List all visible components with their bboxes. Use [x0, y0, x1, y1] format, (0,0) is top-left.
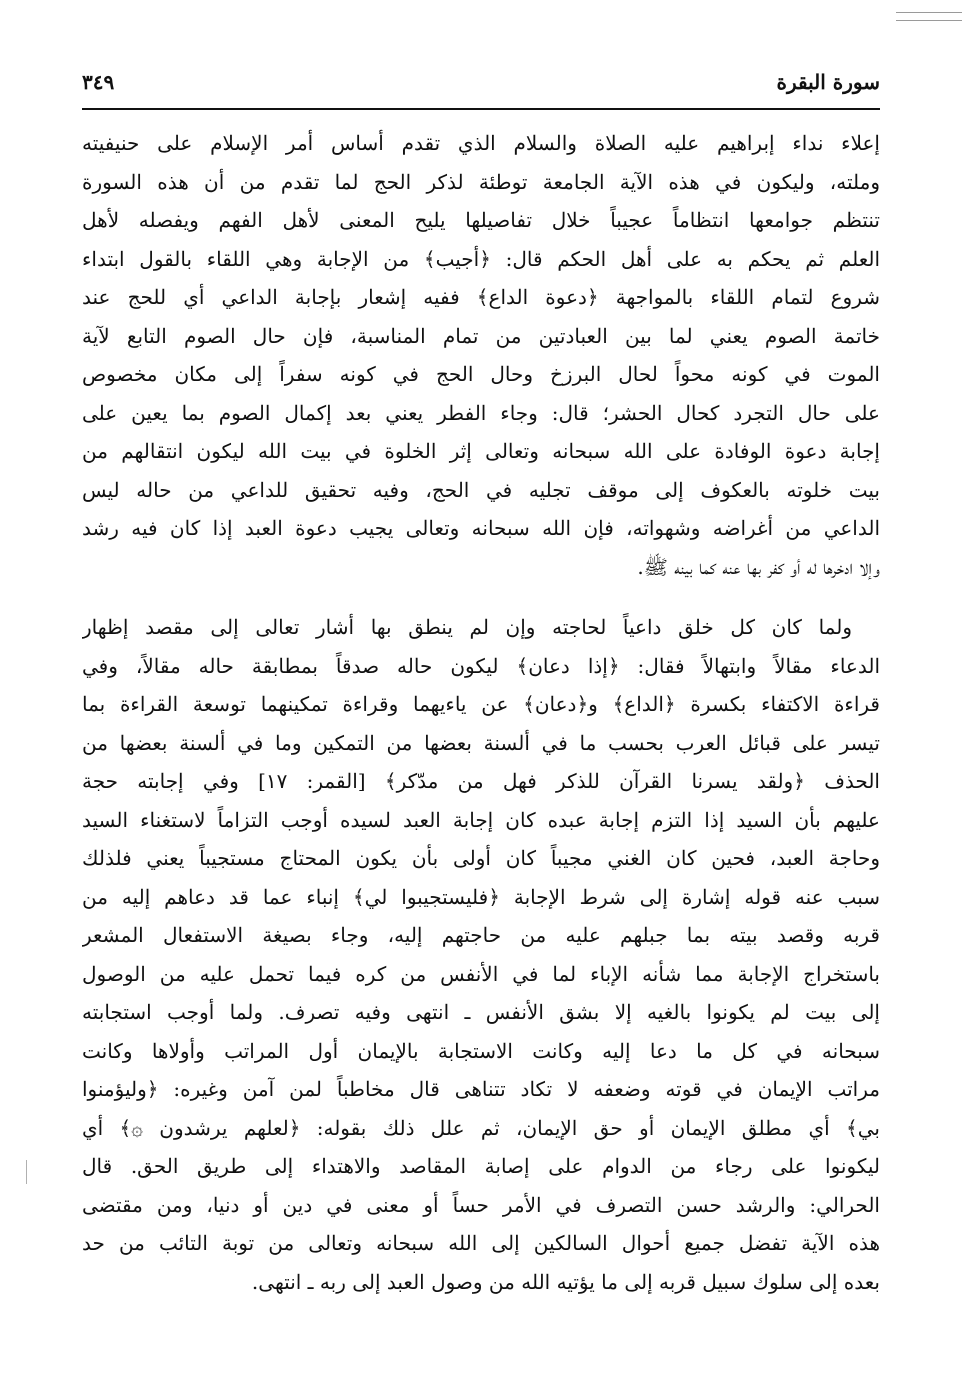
text-line: الحذف ﴿ولقد يسرنا القرآن للذكر فهل من مدّكر﴾ [القمر: ١٧] وفي إجابته حجة [82, 769, 880, 793]
text-line: تنتظم جوامعها انتظاماً عجيباً خلال تفاصيلها يليح المعنى لأهل الفهم ويفصله لأهل [82, 208, 880, 232]
text-line: ليكونوا على رجاء من الدوام على إصابة المقاصد والاهتداء إلى طريق الحق. قال [82, 1154, 880, 1178]
text-line: شروع لتمام اللقاء بالمواجهة ﴿دعوة الداع﴾ ففيه إشعار بإجابة الداعي أي للحج عند [82, 285, 880, 309]
text-line: قراءة الاكتفاء بكسرة ﴿الداع﴾ و﴿دعان﴾ عن ياءيهما وقراءة تمكينهما توسعة القراءة بما [82, 692, 880, 716]
page-number: ٣٤٩ [82, 70, 115, 94]
text-line: قربه وقصد بيته بما جبلهم عليه من حاجتهم إليه، وجاء بصيغة الاستفعال المشعر [82, 923, 880, 947]
text-line: وحاجة العبد، فحين كان الغني مجيباً كان أولى بأن يكون المحتاج مستجيباً يعني فلذلك [82, 846, 880, 870]
text-line: خاتمة الصوم يعني لما بين العبادتين من تمام المناسبة، فإن حال الصوم التابع لآية [82, 323, 880, 348]
paragraph-2 [82, 608, 880, 1301]
text-line: ولما كان كل خلق داعياً لحاجته وإن لم ينطق بها أشار تعالى إلى مقصد إظهار [82, 615, 852, 639]
text-line: هذه الآية تفضل جميع أحوال السالكين إلى الله سبحانه وتعالى من توبة التائب من حد [82, 1231, 880, 1255]
text-line: إجابة دعوة الوفادة على الله سبحانه وتعالى إثر الخلوة في بيت الله ليكون انتقالهم من [82, 439, 880, 463]
text-line: باستخراج الإجابة مما شأنه الإباء لما في الأنفس من كره فيما تحمل عليه من الوصول [82, 961, 880, 986]
text-line: الموت في كونه محواً لحال البرزخ وحال الحج في كونه سفراً إلى مكان مخصوص [82, 362, 880, 386]
text-line: على حال التجرد كحال الحشر؛ قال: وجاء الفطر يعني بعد إكمال الصوم بما يعين على [82, 400, 880, 425]
text-line: الداعي من أغراضه وشهواته، فإن الله سبحانه وتعالى يجيب دعوة العبد إذا كان فيه رشد [82, 516, 880, 540]
text-line: بي﴾ أي مطلق الإيمان أو حق الإيمان، ثم علل ذلك بقوله: ﴿لعلهم يرشدون ۞﴾ أي [82, 1115, 880, 1140]
corner-rule-top [896, 12, 962, 13]
text-line: إلى بيت لم يكونوا بالغيه إلا بشق الأنفس ـ انتهى وفيه تصرف. ولما أوجب استجابته [82, 1000, 880, 1024]
text-line: العلم ثم يحكم به على أهل الحكم قال: ﴿أجيب﴾ من الإجابة وهي اللقاء بالقول ابتداء [82, 246, 880, 271]
corner-rule-bottom [896, 20, 962, 21]
text-line: إعلاء نداء إبراهيم عليه الصلاة والسلام الذي تقدم أساس أمر الإسلام على حنيفيته [82, 131, 880, 155]
paragraph-1 [82, 124, 880, 586]
text-line: سبب عنه قوله إشارة إلى شرط الإجابة ﴿فليستجيبوا لي﴾ إنباء عما قد دعاهم إليه من [82, 884, 880, 909]
text-line: سبحانه في كل ما دعا إليه وكانت الاستجابة بالإيمان أول المراتب وأولاها وكانت [82, 1038, 880, 1063]
text-line: وملته، وليكون في هذه الآية الجامعة توطئة لذكر الحج لما تقدم من أن هذه السورة [82, 169, 880, 194]
page-header [82, 62, 880, 102]
body-text [82, 124, 880, 1301]
text-line: عليهم بأن السيد إذا التزم إجابة عبده كان إجابة العبد لسيده أوجب التزاماً لاستغناء السيد [82, 807, 880, 832]
text-line: بعده إلى سلوك سبيل قربه إلى ما يؤتيه الله من وصول العبد إلى ربه ـ انتهى. [251, 1269, 880, 1294]
text-line: الحرالي: والرشد حسن التصرف في الأمر حساً أو معنى في دين أو دنيا، ومن مقتضى [82, 1192, 880, 1217]
text-line: مراتب الإيمان في قوته وضعفه لا تكاد تتناهى قال مخاطباً لمن آمن وغيره: ﴿وليؤمنوا [82, 1077, 880, 1101]
header-rule [82, 108, 880, 110]
margin-mark [26, 1160, 27, 1184]
text-line: بيت خلوته بالعكوف إلى موقف تجليه في الحج، وفيه تحقيق للداعي من حاله ليس [82, 477, 880, 502]
paragraph-gap [82, 586, 880, 608]
surah-title: سورة البقرة [776, 70, 880, 94]
text-line: تيسر على قبائل العرب بحسب ما في ألسنة بعضها من التمكين وما في ألسنة بعضها من [82, 730, 880, 755]
text-line: وإلا ادخرها له أو كفر بها عنه كما بينه ﷺ. [637, 554, 880, 579]
text-line: الدعاء مقالاً وابتهالاً فقال: ﴿إذا دعان﴾ ليكون حاله صدقاً بمطابقة حاله مقالاً، وفي [82, 653, 880, 678]
